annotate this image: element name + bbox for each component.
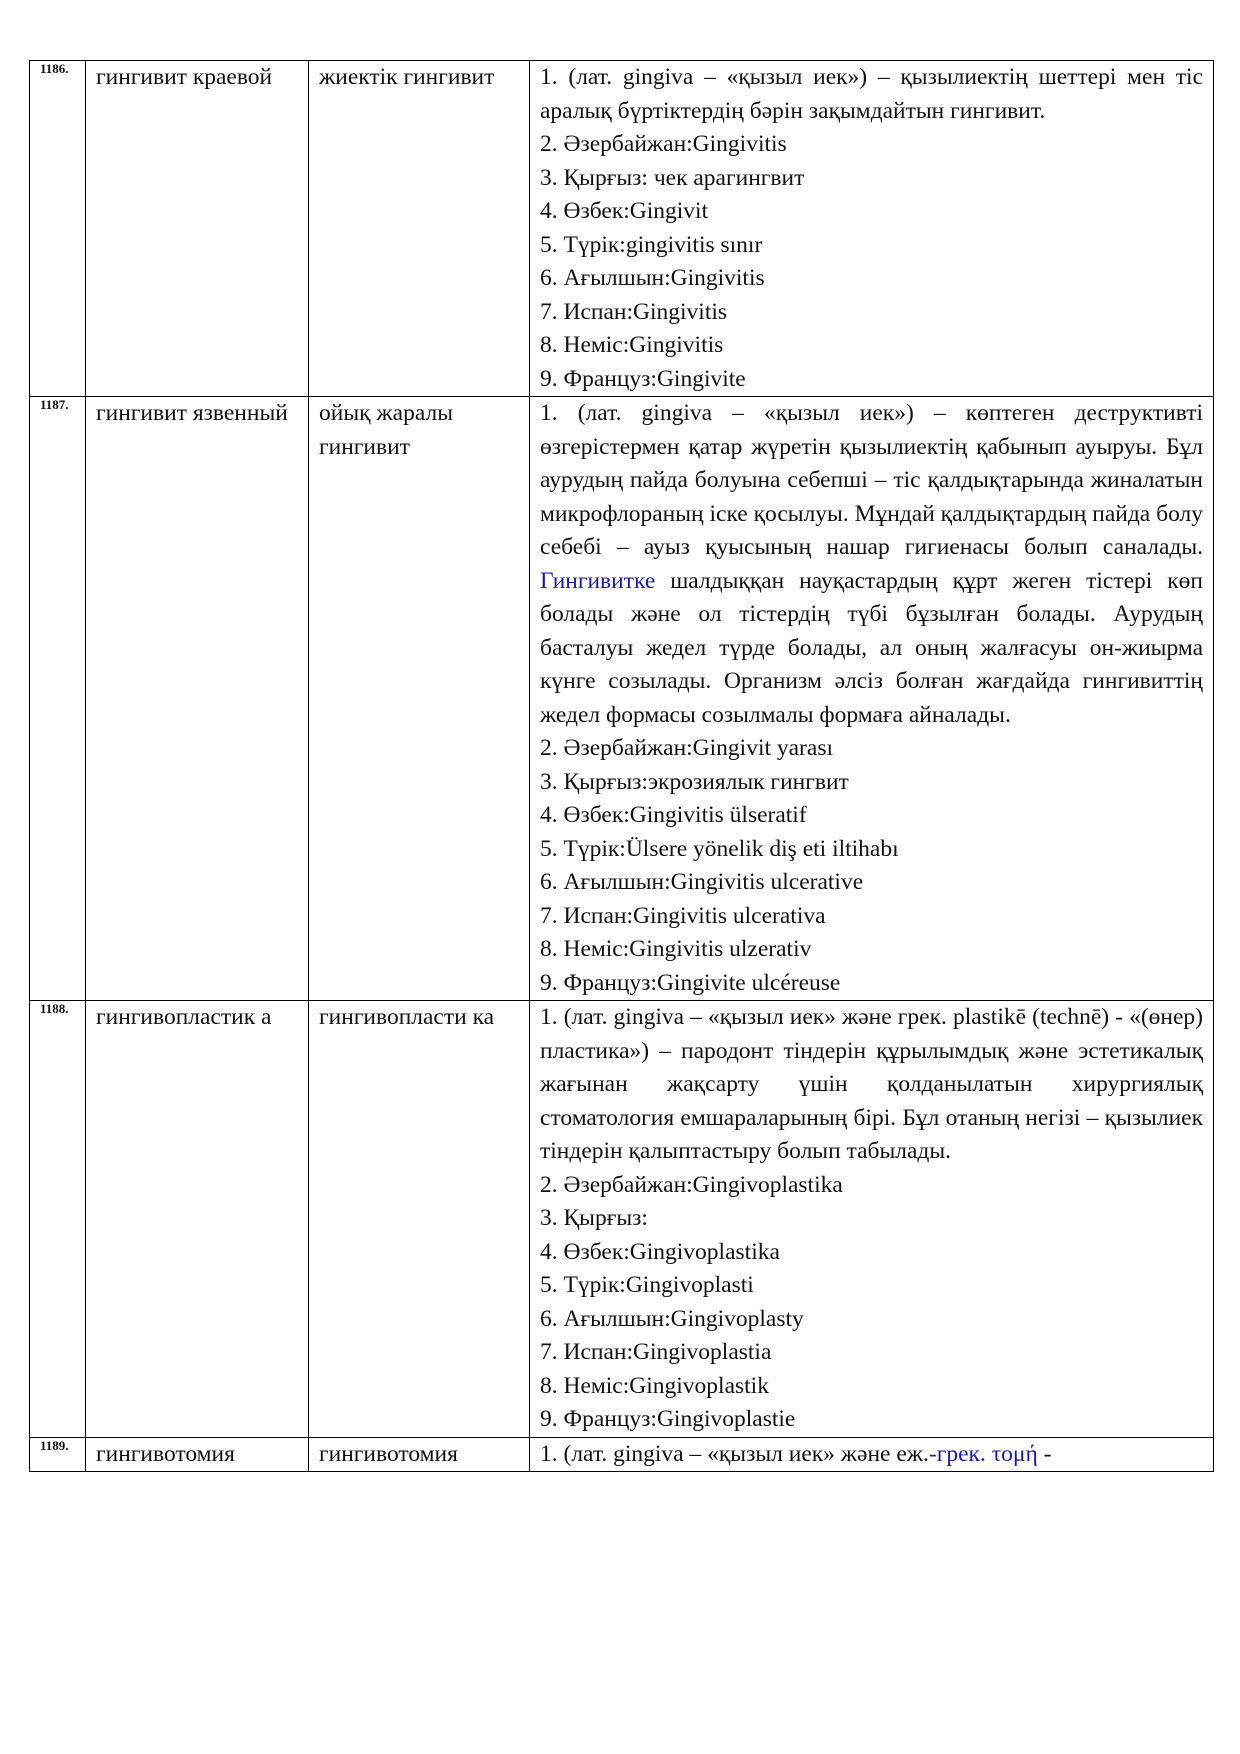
translation-item: 5. Түрік:gingivitis sınır <box>540 231 763 258</box>
table-row <box>30 61 1214 397</box>
translation-item: 2. Әзербайжан:Gingivoplastika <box>540 1171 843 1198</box>
translation-item: 8. Неміс:Gingivitis <box>540 332 724 358</box>
translation-item: 6. Ағылшын:Gingivitis ulcerative <box>540 869 864 895</box>
translation-item: 8. Неміс:Gingivoplastik <box>540 1372 769 1399</box>
translation-item: 7. Испан:Gingivitis ulcerativa <box>540 902 826 929</box>
entry-number: 1186. <box>30 61 86 397</box>
translation-item: 2. Әзербайжан:Gingivit yarası <box>540 735 833 761</box>
term-russian: гингивотомия <box>86 1437 309 1472</box>
definition-text: 1. (лат. gingiva – «қызыл иек») – қызылиектің шеттері мен тіс аралық бүртіктердің бәрін зақымдайтын гингивит. <box>540 64 1203 124</box>
translation-item: 3. Қырғыз: <box>540 1205 648 1231</box>
translation-item: 4. Өзбек:Gingivitis ülseratif <box>540 802 807 828</box>
translation-item: 6. Ағылшын:Gingivoplasty <box>540 1305 804 1332</box>
definition-text-part: шалдыққан науқастардың құрт жеген тістері көп болады және ол тістердің түбі бұзылған болады. Аурудың басталуы жедел түрде болады, ал оның жалғасуы он-жиырма күнге созылады. Организм әлсіз болған жағдайда гингивиттің жедел формасы созылмалы формаға айналады. <box>540 567 1203 728</box>
translation-item: 5. Түрік:Gingivoplasti <box>540 1272 754 1298</box>
translation-item: 2. Әзербайжан:Gingivitis <box>540 131 787 157</box>
translation-item: 6. Ағылшын:Gingivitis <box>540 265 765 291</box>
translation-item: 9. Француз:Gingivoplastie <box>540 1406 796 1432</box>
term-kazakh: гингивотомия <box>309 1437 530 1472</box>
definition-link[interactable]: -грек. τομή <box>928 1440 1038 1467</box>
translation-list <box>540 732 1203 1000</box>
glossary-table <box>29 60 1214 1472</box>
translation-item: 8. Неміс:Gingivitis ulzerativ <box>540 936 812 962</box>
definition-text <box>540 1438 1203 1472</box>
table-row <box>30 397 1214 1001</box>
definition-cell <box>530 1437 1214 1472</box>
definition-text: 1. (лат. gingiva – «қызыл иек» және грек. plastikē (technē) - «(өнер) пластика») – пародонт тіндерін құрылымдық және эстетикалық жағынан жақсарту үшін қолданылатын хирургиялық стоматология емшараларының бірі. Бұл отаның негізі – қызылиек тіндерін қалыптастыру болып табылады. <box>540 1004 1203 1164</box>
translation-item: 4. Өзбек:Gingivoplastika <box>540 1238 780 1265</box>
translation-item: 7. Испан:Gingivitis <box>540 298 728 325</box>
translation-list <box>540 1169 1203 1437</box>
definition-cell <box>530 397 1214 1001</box>
translation-list <box>540 128 1203 396</box>
translation-item: 7. Испан:Gingivoplastia <box>540 1339 772 1365</box>
term-russian: гингивит язвенный <box>86 397 309 1001</box>
definition-link[interactable]: Гингивитке <box>540 567 656 594</box>
translation-item: 9. Француз:Gingivite ulcéreuse <box>540 969 841 996</box>
entry-number: 1187. <box>30 397 86 1001</box>
definition-text <box>540 397 1203 732</box>
definition-cell <box>530 1001 1214 1438</box>
translation-item: 5. Түрік:Ülsere yönelik diş eti iltihabı <box>540 835 899 862</box>
entry-number: 1188. <box>30 1001 86 1438</box>
translation-item: 4. Өзбек:Gingivit <box>540 198 709 224</box>
term-russian: гингивит краевой <box>86 61 309 397</box>
definition-cell <box>530 61 1214 397</box>
term-kazakh: жиектік гингивит <box>309 61 530 397</box>
translation-item: 9. Француз:Gingivite <box>540 365 746 392</box>
translation-item: 3. Қырғыз:экрозиялык гингвит <box>540 768 849 795</box>
definition-text-part: 1. (лат. gingiva – «қызыл иек») – көптеген деструктивті өзгерістермен қатар жүретін қызылиектің қабынып ауыруы. Бұл аурудың пайда болуына себепші – тіс қалдықтарында жиналатын микрофлораның іске қосылуы. Мұндай қалдықтардың пайда болу себебі – ауыз қуысының нашар гигиенасы болып саналады. <box>540 400 1203 560</box>
definition-text-part: 1. (лат. gingiva – «қызыл иек» және еж. <box>540 1440 929 1467</box>
term-russian: гингивопластик а <box>86 1001 309 1438</box>
term-kazakh: гингивопласти ка <box>309 1001 530 1438</box>
translation-item: 3. Қырғыз: чек арагингвит <box>540 164 805 191</box>
table-row <box>30 1437 1214 1472</box>
entry-number: 1189. <box>30 1437 86 1472</box>
definition-text-part: - <box>1037 1440 1052 1467</box>
term-kazakh: ойық жаралы гингивит <box>309 397 530 1001</box>
table-row <box>30 1001 1214 1438</box>
